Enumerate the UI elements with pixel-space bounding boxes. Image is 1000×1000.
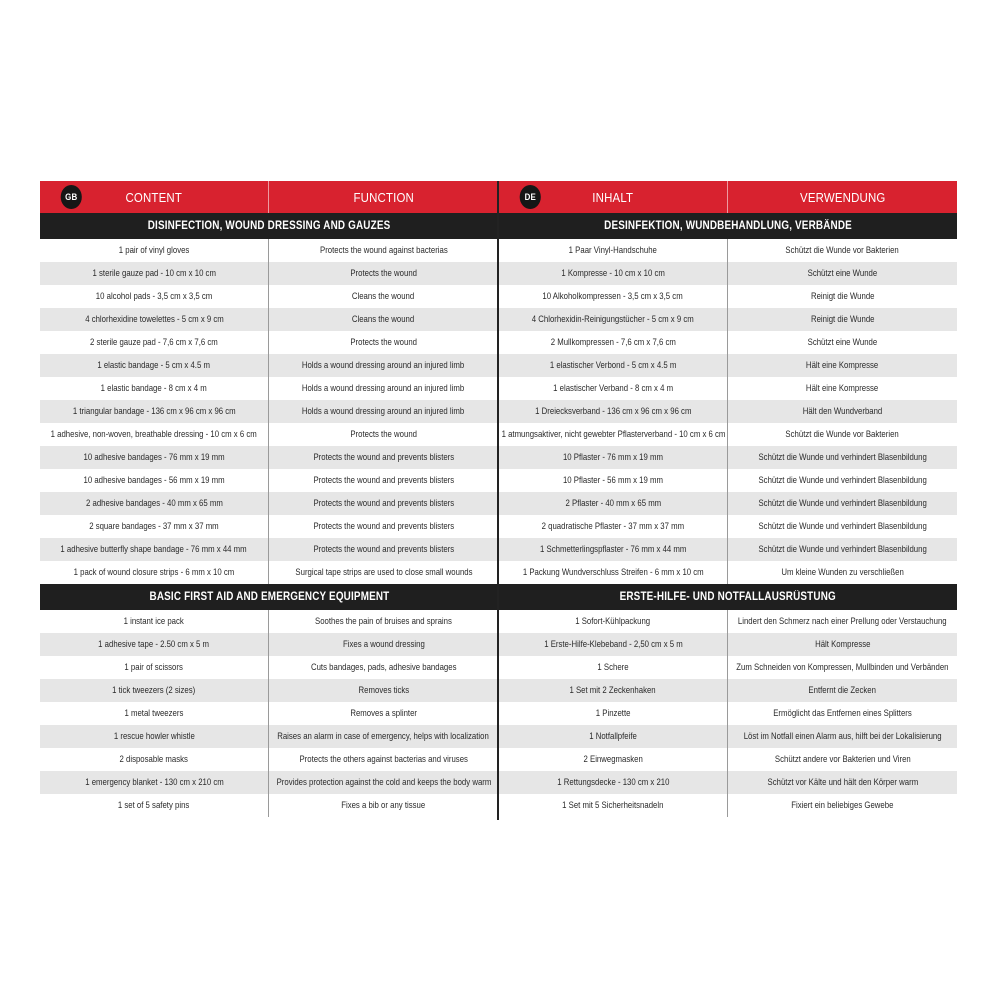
purpose-cell	[728, 285, 957, 308]
item-text: 1 elastischer Verband - 8 cm x 4 m	[553, 383, 673, 394]
item-text: 10 Pflaster - 56 mm x 19 mm	[562, 475, 663, 486]
table-row	[40, 285, 498, 308]
purpose-cell	[728, 423, 957, 446]
item-cell	[499, 633, 728, 656]
item-cell	[40, 702, 269, 725]
item-cell	[499, 377, 728, 400]
purpose-cell	[728, 262, 957, 285]
purpose-cell	[269, 331, 498, 354]
table-row	[499, 377, 957, 400]
item-cell	[499, 679, 728, 702]
english-body	[40, 213, 498, 817]
item-cell	[40, 262, 269, 285]
table-row	[499, 285, 957, 308]
table-row	[40, 702, 498, 725]
item-text: 1 Rettungsdecke - 130 cm x 210	[556, 777, 670, 788]
section-heading	[40, 584, 498, 610]
table-row	[40, 423, 498, 446]
purpose-text: Protects the wound and prevents blisters	[313, 521, 454, 532]
purpose-cell	[269, 285, 498, 308]
item-text: 2 quadratische Pflaster - 37 mm x 37 mm	[541, 521, 685, 532]
item-text: 2 square bandages - 37 mm x 37 mm	[89, 521, 219, 532]
item-text: 1 adhesive tape - 2.50 cm x 5 m	[98, 639, 210, 650]
item-cell	[40, 308, 269, 331]
item-text: 10 alcohol pads - 3,5 cm x 3,5 cm	[95, 291, 213, 302]
function-column-header	[282, 181, 484, 213]
purpose-cell	[728, 656, 957, 679]
german-header	[499, 181, 957, 213]
item-cell	[40, 633, 269, 656]
de-language-badge: DE	[520, 185, 541, 209]
item-text: 1 emergency blanket - 130 cm x 210 cm	[84, 777, 224, 788]
table-row	[499, 262, 957, 285]
purpose-cell	[269, 702, 498, 725]
table-row	[40, 656, 498, 679]
table-row	[499, 308, 957, 331]
item-cell	[499, 308, 728, 331]
item-text: 10 Alkoholkompressen - 3,5 cm x 3,5 cm	[542, 291, 684, 302]
item-text: 1 rescue howler whistle	[113, 731, 195, 742]
section-heading	[40, 213, 498, 239]
item-cell	[499, 771, 728, 794]
item-text: 1 Erste-Hilfe-Klebeband - 2,50 cm x 5 m	[543, 639, 683, 650]
purpose-text: Provides protection against the cold and keeps the body warm	[276, 777, 491, 788]
item-text: 1 Notfallpfeife	[589, 731, 637, 742]
table-row	[499, 656, 957, 679]
item-cell	[499, 515, 728, 538]
purpose-cell	[728, 239, 957, 262]
item-cell	[499, 538, 728, 561]
purpose-cell	[728, 400, 957, 423]
table-row	[40, 354, 498, 377]
verwendung-heading: VERWENDUNG	[799, 189, 885, 205]
item-cell	[40, 538, 269, 561]
purpose-text: Reinigt die Wunde	[810, 314, 875, 325]
item-text: 1 elastic bandage - 8 cm x 4 m	[100, 383, 208, 394]
item-text: 1 set of 5 safety pins	[118, 800, 190, 811]
table-row	[40, 679, 498, 702]
item-cell	[499, 262, 728, 285]
purpose-text: Protects the wound and prevents blisters	[313, 544, 454, 555]
purpose-cell	[269, 377, 498, 400]
table-row	[499, 725, 957, 748]
purpose-text: Schützt die Wunde und verhindert Blasenbildung	[758, 544, 927, 555]
item-text: 1 Paar Vinyl-Handschuhe	[568, 245, 658, 256]
purpose-cell	[728, 446, 957, 469]
table-row	[40, 610, 498, 633]
purpose-text: Surgical tape strips are used to close small wounds	[294, 567, 473, 578]
purpose-cell	[728, 610, 957, 633]
table-row	[40, 561, 498, 584]
item-text: 1 Dreiecksverband - 136 cm x 96 cm x 96 cm	[534, 406, 692, 417]
purpose-text: Schützt eine Wunde	[807, 268, 878, 279]
table-row	[499, 633, 957, 656]
purpose-cell	[269, 794, 498, 817]
purpose-text: Schützt eine Wunde	[807, 337, 878, 348]
purpose-text: Fixiert ein beliebiges Gewebe	[791, 800, 894, 811]
purpose-text: Cleans the wound	[352, 291, 415, 302]
purpose-text: Holds a wound dressing around an injured limb	[302, 383, 465, 394]
item-text: 1 elastic bandage - 5 cm x 4.5 m	[97, 360, 211, 371]
purpose-text: Protects the wound and prevents blisters	[313, 498, 454, 509]
table-row	[40, 794, 498, 817]
purpose-text: Protects the wound	[350, 268, 417, 279]
item-text: 1 tick tweezers (2 sizes)	[112, 685, 196, 696]
purpose-cell	[269, 656, 498, 679]
item-cell	[499, 702, 728, 725]
table-row	[499, 515, 957, 538]
purpose-text: Lindert den Schmerz nach einer Prellung oder Verstauchung	[738, 616, 947, 627]
table-row	[499, 469, 957, 492]
item-text: 1 Sofort-Kühlpackung	[575, 616, 651, 627]
purpose-text: Hält Kompresse	[814, 639, 871, 650]
table-row	[499, 538, 957, 561]
table-row	[40, 308, 498, 331]
purpose-cell	[269, 771, 498, 794]
english-header	[40, 181, 498, 213]
purpose-text: Ermöglicht das Entfernen eines Splitters	[773, 708, 912, 719]
purpose-cell	[728, 725, 957, 748]
english-table	[40, 181, 498, 817]
item-cell	[40, 748, 269, 771]
purpose-cell	[269, 538, 498, 561]
purpose-cell	[728, 308, 957, 331]
purpose-text: Schützt die Wunde und verhindert Blasenbildung	[758, 475, 927, 486]
purpose-text: Cleans the wound	[352, 314, 415, 325]
purpose-cell	[728, 679, 957, 702]
item-cell	[499, 400, 728, 423]
section-title: ERSTE-HILFE- UND NOTFALLAUSRÜSTUNG	[619, 591, 837, 603]
item-text: 1 Schere	[597, 662, 629, 673]
purpose-text: Fixes a wound dressing	[342, 639, 425, 650]
purpose-cell	[269, 354, 498, 377]
item-text: 1 Kompresse - 10 cm x 10 cm	[561, 268, 665, 279]
item-cell	[40, 285, 269, 308]
item-text: 2 Pflaster - 40 mm x 65 mm	[565, 498, 661, 509]
item-cell	[499, 423, 728, 446]
item-cell	[499, 446, 728, 469]
purpose-cell	[728, 331, 957, 354]
purpose-text: Protects the wound and prevents blisters	[313, 452, 454, 463]
item-cell	[499, 561, 728, 584]
table-row	[499, 794, 957, 817]
item-text: 1 pair of scissors	[124, 662, 184, 673]
table-row	[40, 538, 498, 561]
table-row	[499, 423, 957, 446]
purpose-text: Zum Schneiden von Kompressen, Mullbinden und Verbänden	[736, 662, 949, 673]
table-row	[499, 354, 957, 377]
item-cell	[499, 794, 728, 817]
purpose-text: Schützt die Wunde und verhindert Blasenbildung	[758, 498, 927, 509]
item-text: 2 Einwegmasken	[583, 754, 643, 765]
item-text: 4 chlorhexidine towelettes - 5 cm x 9 cm	[84, 314, 224, 325]
item-text: 1 pair of vinyl gloves	[118, 245, 190, 256]
purpose-cell	[728, 561, 957, 584]
purpose-text: Protects the others against bacterias and viruses	[299, 754, 468, 765]
section-heading	[499, 213, 957, 239]
purpose-cell	[269, 308, 498, 331]
german-body	[499, 213, 957, 817]
item-cell	[499, 354, 728, 377]
purpose-text: Soothes the pain of bruises and sprains	[315, 616, 452, 627]
purpose-cell	[269, 748, 498, 771]
section-heading	[499, 584, 957, 610]
table-row	[499, 561, 957, 584]
item-cell	[40, 679, 269, 702]
purpose-text: Holds a wound dressing around an injured limb	[302, 360, 465, 371]
purpose-cell	[269, 423, 498, 446]
item-text: 1 metal tweezers	[124, 708, 184, 719]
item-cell	[499, 469, 728, 492]
item-cell	[40, 725, 269, 748]
table-row	[40, 515, 498, 538]
purpose-cell	[269, 446, 498, 469]
table-row	[499, 239, 957, 262]
purpose-text: Fixes a bib or any tissue	[341, 800, 426, 811]
item-cell	[499, 331, 728, 354]
purpose-cell	[269, 679, 498, 702]
purpose-cell	[728, 515, 957, 538]
purpose-text: Löst im Notfall einen Alarm aus, hilft bei der Lokalisierung	[743, 731, 942, 742]
purpose-text: Holds a wound dressing around an injured limb	[302, 406, 465, 417]
table-row	[499, 748, 957, 771]
purpose-text: Protects the wound	[350, 337, 417, 348]
purpose-cell	[728, 633, 957, 656]
purpose-text: Schützt andere vor Bakterien und Viren	[774, 754, 911, 765]
item-cell	[40, 771, 269, 794]
item-cell	[40, 400, 269, 423]
table-row	[499, 679, 957, 702]
table-row	[499, 446, 957, 469]
section-title: DISINFECTION, WOUND DRESSING AND GAUZES	[147, 220, 391, 232]
item-cell	[499, 656, 728, 679]
table-row	[40, 239, 498, 262]
item-cell	[40, 610, 269, 633]
item-text: 10 adhesive bandages - 76 mm x 19 mm	[83, 452, 225, 463]
table-row	[499, 400, 957, 423]
purpose-cell	[728, 702, 957, 725]
purpose-text: Schützt die Wunde und verhindert Blasenbildung	[758, 452, 927, 463]
item-cell	[40, 656, 269, 679]
item-text: 1 adhesive, non-woven, breathable dressing - 10 cm x 6 cm	[50, 429, 258, 440]
german-table	[499, 181, 957, 817]
content-heading: CONTENT	[125, 189, 183, 205]
purpose-cell	[269, 400, 498, 423]
purpose-text: Protects the wound against bacterias	[319, 245, 448, 256]
item-cell	[499, 285, 728, 308]
section-title: DESINFEKTION, WUNDBEHANDLUNG, VERBÄNDE	[604, 220, 852, 232]
table-row	[40, 633, 498, 656]
purpose-text: Schützt die Wunde und verhindert Blasenbildung	[758, 521, 927, 532]
item-cell	[499, 492, 728, 515]
purpose-cell	[728, 794, 957, 817]
item-text: 1 pack of wound closure strips - 6 mm x 10 cm	[73, 567, 235, 578]
table-row	[499, 492, 957, 515]
purpose-cell	[269, 610, 498, 633]
purpose-cell	[728, 377, 957, 400]
item-cell	[40, 377, 269, 400]
purpose-cell	[269, 469, 498, 492]
item-text: 1 atmungsaktiver, nicht gewebter Pflasterverband - 10 cm x 6 cm	[501, 429, 725, 440]
purpose-text: Schützt vor Kälte und hält den Körper warm	[767, 777, 918, 788]
purpose-text: Schützt die Wunde vor Bakterien	[785, 429, 900, 440]
item-text: 10 Pflaster - 76 mm x 19 mm	[562, 452, 663, 463]
inhalt-column-header	[513, 181, 713, 213]
item-text: 1 triangular bandage - 136 cm x 96 cm x 96 cm	[72, 406, 236, 417]
table-row	[40, 331, 498, 354]
table-row	[40, 377, 498, 400]
table-row	[40, 469, 498, 492]
purpose-cell	[269, 492, 498, 515]
table-row	[499, 771, 957, 794]
purpose-text: Removes a splinter	[350, 708, 417, 719]
purpose-text: Um kleine Wunden zu verschließen	[781, 567, 904, 578]
table-row	[499, 331, 957, 354]
item-text: 2 sterile gauze pad - 7,6 cm x 7,6 cm	[90, 337, 218, 348]
purpose-text: Protects the wound	[350, 429, 417, 440]
item-cell	[40, 331, 269, 354]
content-column-header	[54, 181, 254, 213]
purpose-text: Reinigt die Wunde	[810, 291, 875, 302]
inhalt-heading: INHALT	[592, 189, 634, 205]
purpose-cell	[728, 354, 957, 377]
item-cell	[40, 515, 269, 538]
item-text: 2 Mullkompressen - 7,6 cm x 7,6 cm	[550, 337, 676, 348]
purpose-text: Entfernt die Zecken	[808, 685, 877, 696]
purpose-text: Hält eine Kompresse	[806, 383, 879, 394]
item-cell	[40, 469, 269, 492]
item-cell	[40, 492, 269, 515]
purpose-text: Hält eine Kompresse	[806, 360, 879, 371]
item-text: 10 adhesive bandages - 56 mm x 19 mm	[83, 475, 225, 486]
item-text: 1 adhesive butterfly shape bandage - 76 mm x 44 mm	[60, 544, 248, 555]
purpose-cell	[269, 262, 498, 285]
table-row	[40, 446, 498, 469]
item-text: 4 Chlorhexidin-Reinigungstücher - 5 cm x 9 cm	[532, 314, 694, 325]
table-row	[40, 771, 498, 794]
purpose-text: Protects the wound and prevents blisters	[313, 475, 454, 486]
purpose-text: Removes ticks	[358, 685, 409, 696]
item-text: 2 disposable masks	[119, 754, 189, 765]
table-row	[40, 725, 498, 748]
table-row	[40, 400, 498, 423]
item-text: 1 Set mit 5 Sicherheitsnadeln	[562, 800, 664, 811]
item-cell	[40, 794, 269, 817]
section-title: BASIC FIRST AID AND EMERGENCY EQUIPMENT	[149, 591, 389, 603]
item-cell	[40, 446, 269, 469]
item-cell	[40, 239, 269, 262]
purpose-cell	[269, 633, 498, 656]
purpose-text: Schützt die Wunde vor Bakterien	[785, 245, 900, 256]
verwendung-column-header	[741, 181, 943, 213]
header-divider	[727, 181, 728, 213]
item-text: 2 adhesive bandages - 40 mm x 65 mm	[85, 498, 223, 509]
purpose-cell	[728, 538, 957, 561]
purpose-cell	[728, 469, 957, 492]
item-cell	[40, 561, 269, 584]
table-row	[499, 610, 957, 633]
item-text: 1 Pinzette	[595, 708, 631, 719]
item-text: 1 Packung Wundverschluss Streifen - 6 mm x 10 cm	[522, 567, 704, 578]
table-row	[40, 748, 498, 771]
item-cell	[499, 239, 728, 262]
item-cell	[499, 725, 728, 748]
item-text: 1 Schmetterlingspflaster - 76 mm x 44 mm	[539, 544, 687, 555]
item-cell	[499, 748, 728, 771]
item-text: 1 sterile gauze pad - 10 cm x 10 cm	[92, 268, 216, 279]
purpose-cell	[269, 515, 498, 538]
purpose-cell	[728, 492, 957, 515]
purpose-cell	[269, 725, 498, 748]
item-text: 1 instant ice pack	[123, 616, 185, 627]
purpose-cell	[269, 561, 498, 584]
purpose-cell	[269, 239, 498, 262]
table-row	[40, 262, 498, 285]
item-text: 1 Set mit 2 Zeckenhaken	[569, 685, 657, 696]
purpose-cell	[728, 748, 957, 771]
function-heading: FUNCTION	[352, 189, 414, 205]
purpose-text: Hält den Wundverband	[802, 406, 883, 417]
purpose-cell	[728, 771, 957, 794]
gb-language-badge: GB	[61, 185, 82, 209]
item-cell	[40, 354, 269, 377]
header-divider	[268, 181, 269, 213]
item-cell	[499, 610, 728, 633]
purpose-text: Raises an alarm in case of emergency, helps with localization	[277, 731, 490, 742]
table-row	[40, 492, 498, 515]
item-text: 1 elastischer Verbond - 5 cm x 4.5 m	[549, 360, 677, 371]
item-cell	[40, 423, 269, 446]
purpose-text: Cuts bandages, pads, adhesive bandages	[310, 662, 457, 673]
table-row	[499, 702, 957, 725]
